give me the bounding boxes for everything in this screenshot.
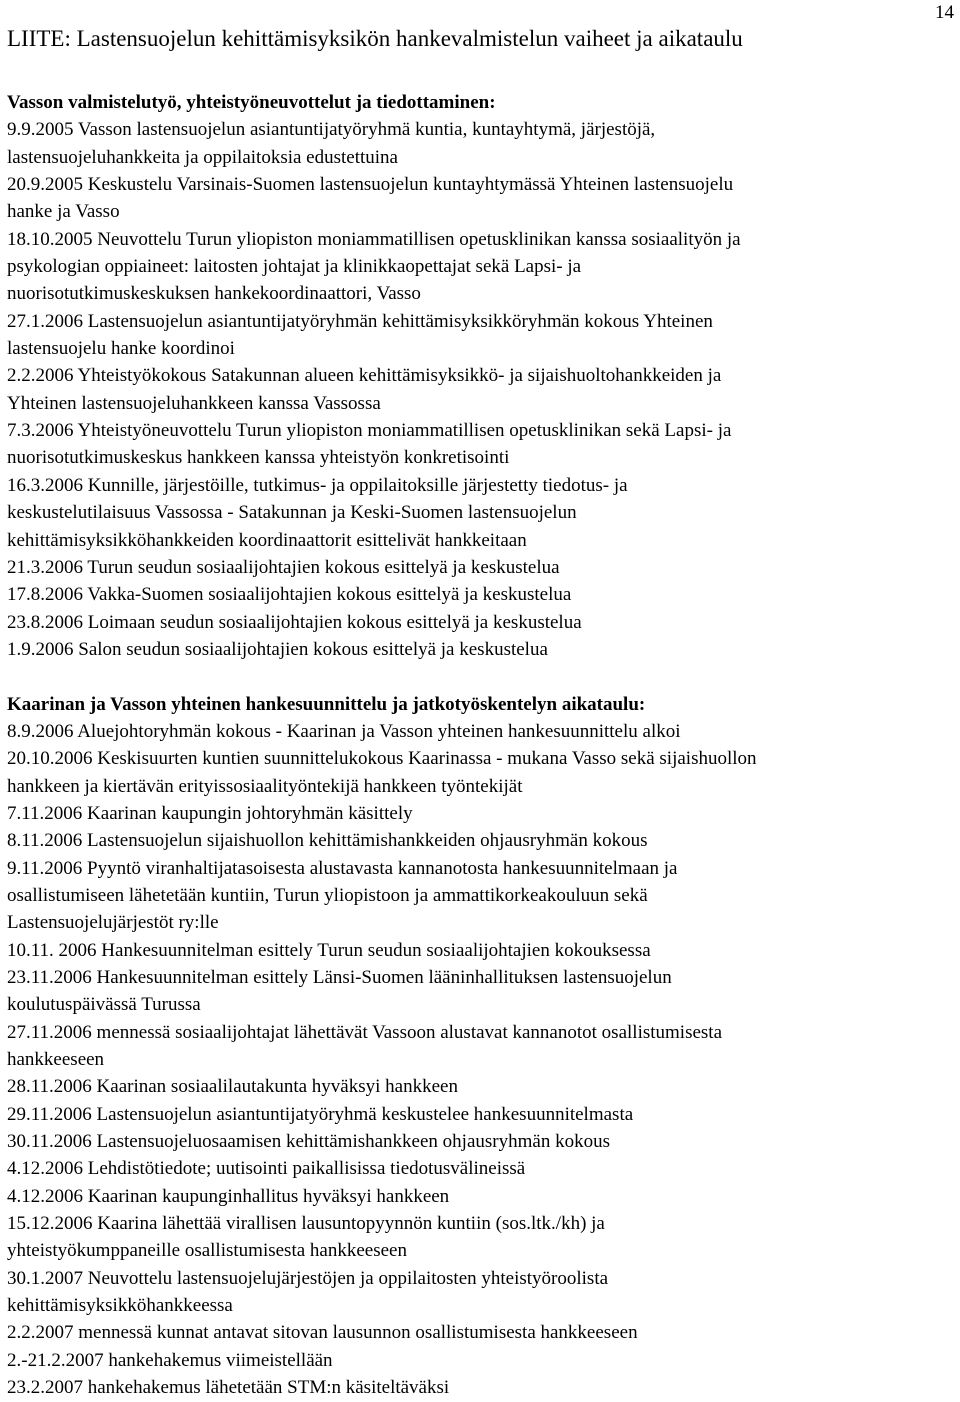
entry-line: 2.-21.2.2007 hankehakemus viimeistellään (7, 1349, 333, 1371)
entry-line: 30.1.2007 Neuvottelu lastensuojelujärjestöjen ja oppilaitosten yhteistyöroolista (7, 1267, 609, 1289)
entry-line: 8.11.2006 Lastensuojelun sijaishuollon kehittämishankkeiden ohjausryhmän kokous (7, 830, 648, 852)
entry-line: osallistumiseen lähetetään kuntiin, Turun yliopistoon ja ammattikorkeakouluun sekä (7, 884, 648, 906)
list-item (7, 1128, 955, 1155)
list-item (7, 1019, 955, 1074)
entry-line: Lastensuojelujärjestöt ry:lle (7, 912, 219, 934)
list-item (7, 1210, 955, 1265)
entry-line: 30.11.2006 Lastensuojeluosaamisen kehittämishankkeen ohjausryhmän kokous (7, 1131, 610, 1153)
entry-line: 4.12.2006 Kaarinan kaupunginhallitus hyväksyi hankkeen (7, 1185, 450, 1207)
page-number: 14 (935, 2, 954, 23)
list-item (7, 1347, 955, 1374)
entry-line: nuorisotutkimuskeskuksen hankekoordinaattori, Vasso (7, 283, 421, 305)
section-heading-preparation: Vasson valmistelutyö, yhteistyöneuvottelut ja tiedottaminen: (7, 92, 496, 113)
list-item (7, 308, 955, 363)
section-spacer (7, 663, 955, 690)
entry-line: Yhteinen lastensuojeluhankkeen kanssa Vassossa (7, 392, 381, 414)
list-item (7, 171, 955, 226)
list-item (7, 1374, 955, 1401)
entry-line: 1.9.2006 Salon seudun sosiaalijohtajien kokous esittelyä ja keskustelua (7, 638, 548, 660)
entry-line: 7.11.2006 Kaarinan kaupungin johtoryhmän käsittely (7, 802, 413, 824)
entry-line: 29.11.2006 Lastensuojelun asiantuntijatyöryhmä keskustelee hankesuunnitelmasta (7, 1103, 634, 1125)
entry-line: yhteistyökumppaneille osallistumisesta hankkeeseen (7, 1240, 407, 1262)
preparation-entries (7, 116, 955, 663)
list-item (7, 745, 955, 800)
entry-line: 16.3.2006 Kunnille, järjestöille, tutkimus- ja oppilaitoksille järjestetty tiedotus- ja (7, 474, 628, 496)
document-body (7, 89, 955, 1402)
entry-line: 4.12.2006 Lehdistötiedote; uutisointi paikallisissa tiedotusvälineissä (7, 1158, 526, 1180)
entry-line: 2.2.2006 Yhteistyökokous Satakunnan alueen kehittämisyksikkö- ja sijaishuoltohankkeiden ja (7, 365, 722, 387)
entry-line: kehittämisyksikköhankkeiden koordinaattorit esittelivät hankkeitaan (7, 529, 527, 551)
section-heading-schedule: Kaarinan ja Vasson yhteinen hankesuunnittelu ja jatkotyöskentelyn aikataulu: (7, 693, 646, 715)
list-item (7, 1265, 955, 1320)
list-item (7, 116, 955, 171)
list-item (7, 554, 955, 581)
list-item (7, 417, 955, 472)
list-item (7, 718, 955, 745)
entry-line: 20.10.2006 Keskisuurten kuntien suunnittelukokous Kaarinassa - mukana Vasso sekä sijaishuollon (7, 748, 757, 770)
entry-line: 7.3.2006 Yhteistyöneuvottelu Turun yliopiston moniammatillisen opetusklinikan sekä Lapsi- ja (7, 420, 732, 442)
entry-line: 20.9.2005 Keskustelu Varsinais-Suomen lastensuojelun kuntayhtymässä Yhteinen lastensuojelu (7, 174, 734, 196)
entry-line: 2.2.2007 mennessä kunnat antavat sitovan lausunnon osallistumisesta hankkeeseen (7, 1322, 638, 1344)
entry-line: hankkeen ja kiertävän erityissosiaalityöntekijä hankkeen työntekijät (7, 775, 523, 797)
list-item (7, 609, 955, 636)
entry-line: psykologian oppiaineet: laitosten johtajat ja klinikkaopettajat sekä Lapsi- ja (7, 256, 582, 278)
list-item (7, 1073, 955, 1100)
entry-line: 23.8.2006 Loimaan seudun sosiaalijohtajien kokous esittelyä ja keskustelua (7, 611, 582, 633)
entry-line: 23.2.2007 hankehakemus lähetetään STM:n käsiteltäväksi (7, 1377, 450, 1399)
list-item (7, 362, 955, 417)
entry-line: 23.11.2006 Hankesuunnitelman esittely Länsi-Suomen lääninhallituksen lastensuojelun (7, 967, 672, 988)
list-item (7, 581, 955, 608)
list-item (7, 1183, 955, 1210)
entry-line: 28.11.2006 Kaarinan sosiaalilautakunta hyväksyi hankkeen (7, 1076, 458, 1098)
list-item (7, 1101, 955, 1128)
schedule-entries (7, 718, 955, 1402)
entry-line: 17.8.2006 Vakka-Suomen sosiaalijohtajien kokous esittelyä ja keskustelua (7, 584, 572, 606)
entry-line: nuorisotutkimuskeskus hankkeen kanssa yhteistyön konkretisointi (7, 447, 510, 469)
list-item (7, 226, 955, 308)
list-item (7, 964, 955, 1019)
list-item (7, 1319, 955, 1346)
list-item (7, 855, 955, 937)
list-item (7, 1155, 955, 1182)
entry-line: 27.11.2006 mennessä sosiaalijohtajat lähettävät Vassoon alustavat kannanotot osallistumisesta (7, 1021, 723, 1043)
entry-line: 27.1.2006 Lastensuojelun asiantuntijatyöryhmän kehittämisyksikköryhmän kokous Yhteinen (7, 310, 713, 332)
entry-line: 15.12.2006 Kaarina lähettää virallisen lausuntopyynnön kuntiin (sos.ltk./kh) ja (7, 1213, 605, 1235)
entry-line: 8.9.2006 Aluejohtoryhmän kokous - Kaarinan ja Vasson yhteinen hankesuunnittelu alkoi (7, 720, 681, 742)
entry-line: 9.9.2005 Vasson lastensuojelun asiantuntijatyöryhmä kuntia, kuntayhtymä, järjestöjä, (7, 119, 656, 141)
entry-line: 21.3.2006 Turun seudun sosiaalijohtajien kokous esittelyä ja keskustelua (7, 556, 560, 578)
list-item (7, 827, 955, 854)
entry-line: hanke ja Vasso (7, 201, 120, 223)
list-item (7, 800, 955, 827)
entry-line: lastensuojeluhankkeita ja oppilaitoksia edustettuina (7, 146, 398, 168)
list-item (7, 636, 955, 663)
entry-line: keskustelutilaisuus Vassossa - Satakunnan ja Keski-Suomen lastensuojelun (7, 502, 577, 524)
list-item (7, 937, 955, 964)
entry-line: kehittämisyksikköhankkeessa (7, 1295, 233, 1317)
list-item (7, 472, 955, 554)
entry-line: lastensuojelu hanke koordinoi (7, 338, 235, 360)
entry-line: hankkeeseen (7, 1049, 105, 1071)
entry-line: 10.11. 2006 Hankesuunnitelman esittely Turun seudun sosiaalijohtajien kokouksessa (7, 939, 651, 961)
page-title: LIITE: Lastensuojelun kehittämisyksikön hankevalmistelun vaiheet ja aikataulu (7, 26, 743, 51)
entry-line: koulutuspäivässä Turussa (7, 994, 201, 1016)
entry-line: 9.11.2006 Pyyntö viranhaltijatasoisesta alustavasta kannanotosta hankesuunnitelmaan ja (7, 857, 678, 879)
entry-line: 18.10.2005 Neuvottelu Turun yliopiston moniammatillisen opetusklinikan kanssa sosiaalityön ja (7, 228, 741, 250)
